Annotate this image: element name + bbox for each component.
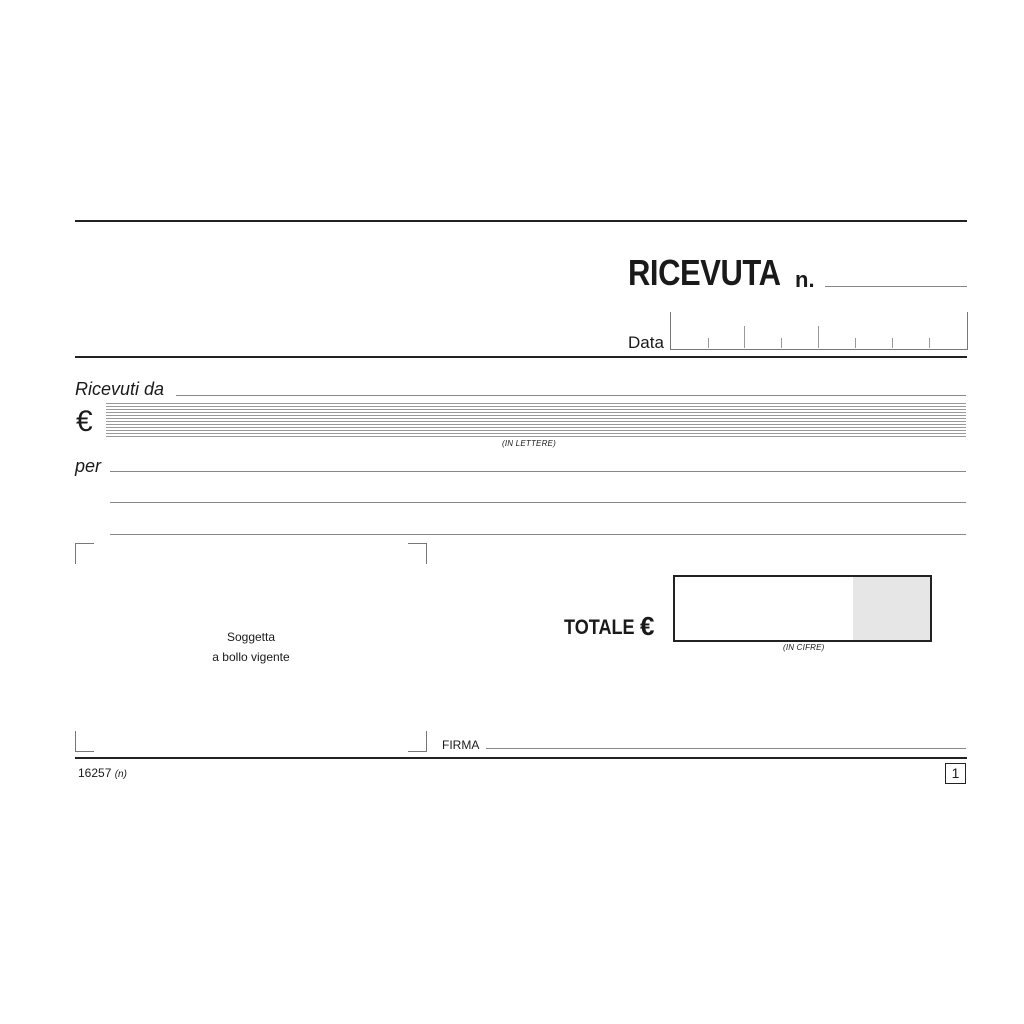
date-tick	[855, 338, 856, 348]
total-label: TOTALE	[564, 616, 635, 639]
stamp-note-line1: Soggetta	[226, 630, 276, 644]
form-code-suffix: (n)	[114, 769, 127, 780]
for-line[interactable]	[110, 534, 966, 535]
in-words-note: (IN LETTERE)	[502, 439, 556, 448]
bottom-rule	[75, 757, 967, 759]
form-code	[78, 766, 127, 780]
for-label: per	[75, 456, 102, 476]
form-code-number: 16257	[78, 766, 112, 780]
total-currency: €	[640, 611, 655, 641]
stamp-corner	[408, 543, 427, 564]
date-tick	[708, 338, 709, 348]
receipt-number-field[interactable]	[825, 286, 967, 287]
in-figures-note: (IN CIFRE)	[783, 643, 825, 652]
total-cents-cell	[853, 577, 930, 640]
stamp-corner	[75, 731, 94, 752]
received-from-field[interactable]	[176, 395, 966, 396]
signature-field[interactable]	[486, 748, 966, 749]
signature-label: FIRMA	[442, 738, 480, 752]
date-label: Data	[628, 333, 664, 352]
stamp-corner	[408, 731, 427, 752]
page-number-badge: 1	[945, 763, 966, 784]
stamp-corner	[75, 543, 94, 564]
date-tick	[892, 338, 893, 348]
date-tick	[818, 326, 819, 348]
for-line[interactable]	[110, 502, 966, 503]
top-rule	[75, 220, 967, 222]
stamp-note	[75, 627, 427, 667]
total-amount-field[interactable]	[673, 575, 932, 642]
receipt-number-label: n.	[795, 267, 815, 292]
stamp-note-line2: a bollo vigente	[212, 650, 290, 664]
date-tick	[929, 338, 930, 348]
received-from-label: Ricevuti da	[75, 379, 165, 399]
amount-words-currency: €	[76, 405, 93, 438]
date-tick	[744, 326, 745, 348]
receipt-title: RICEVUTA	[628, 252, 781, 293]
for-line[interactable]	[110, 471, 966, 472]
date-tick	[781, 338, 782, 348]
header-rule	[75, 356, 967, 358]
amount-in-words-field[interactable]	[106, 403, 966, 437]
date-field[interactable]	[670, 312, 968, 350]
